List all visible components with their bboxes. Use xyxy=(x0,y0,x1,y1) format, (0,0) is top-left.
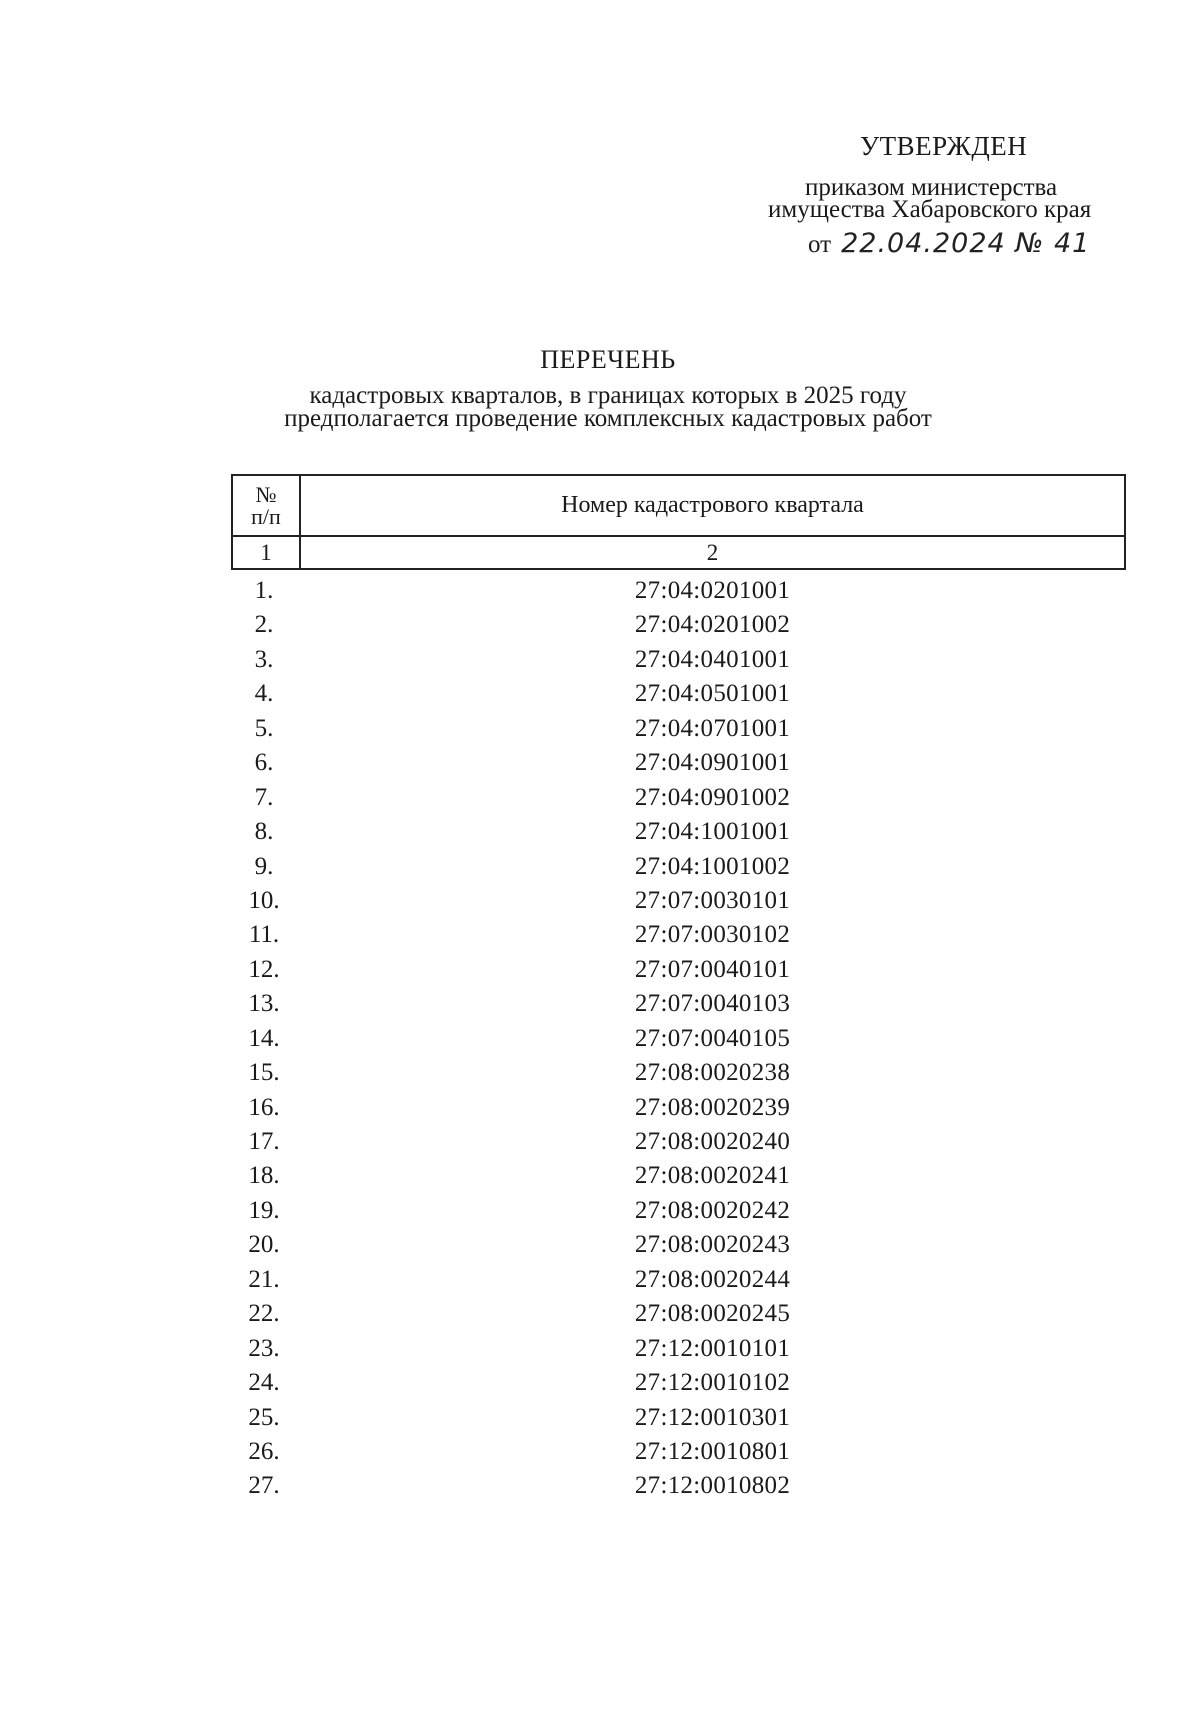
table-row xyxy=(231,1335,1126,1369)
row-number: 26. xyxy=(248,1437,280,1465)
row-cadastral-quarter: 27:07:0040101 xyxy=(634,955,791,983)
approval-title: УТВЕРЖДЕН xyxy=(860,131,1028,161)
row-number: 12. xyxy=(248,955,280,983)
table-header xyxy=(231,474,1126,537)
row-number: 4. xyxy=(254,680,274,708)
row-cadastral-quarter: 27:04:0401001 xyxy=(634,645,791,673)
table-row xyxy=(231,1231,1126,1265)
row-cadastral-quarter: 27:08:0020243 xyxy=(634,1231,791,1259)
row-cadastral-quarter: 27:04:0201002 xyxy=(634,611,791,639)
row-cadastral-quarter: 27:08:0020242 xyxy=(634,1196,791,1224)
row-number: 16. xyxy=(248,1093,280,1121)
row-cadastral-quarter: 27:04:0501001 xyxy=(634,680,791,708)
row-cadastral-quarter: 27:07:0040105 xyxy=(634,1024,791,1052)
table-row xyxy=(231,1438,1126,1472)
row-cadastral-quarter: 27:08:0020241 xyxy=(634,1162,791,1190)
row-cadastral-quarter: 27:12:0010101 xyxy=(634,1334,791,1362)
row-number: 21. xyxy=(248,1265,280,1293)
row-cadastral-quarter: 27:04:0701001 xyxy=(634,714,791,742)
row-cadastral-quarter: 27:12:0010801 xyxy=(634,1437,791,1465)
table-row xyxy=(231,818,1126,852)
table-row xyxy=(231,577,1126,611)
table-row xyxy=(231,1162,1126,1196)
row-number: 23. xyxy=(248,1334,280,1362)
table-column-numbers xyxy=(231,537,1126,570)
row-number: 17. xyxy=(248,1128,280,1155)
row-cadastral-quarter: 27:07:0040103 xyxy=(634,990,791,1018)
row-cadastral-quarter: 27:04:1001001 xyxy=(634,818,791,846)
row-number: 5. xyxy=(254,714,274,742)
row-cadastral-quarter: 27:12:0010301 xyxy=(634,1403,791,1431)
approval-line-2: имущества Хабаровского края xyxy=(768,196,1092,223)
document-subtitle-line-1: кадастровых кварталов, в границах которых в 2025 году xyxy=(309,382,907,409)
table-row xyxy=(231,1094,1126,1128)
row-number: 10. xyxy=(248,886,280,914)
row-number: 22. xyxy=(248,1300,280,1328)
document-subtitle-line-2: предполагается проведение комплексных кадастровых работ xyxy=(284,405,932,432)
header-number-cell xyxy=(233,476,301,535)
row-number: 25. xyxy=(248,1403,280,1431)
cadastral-table xyxy=(231,474,1126,1507)
row-number: 19. xyxy=(248,1196,280,1224)
table-body xyxy=(231,577,1126,1507)
table-row xyxy=(231,853,1126,887)
row-number: 1. xyxy=(254,577,274,604)
row-cadastral-quarter: 27:12:0010802 xyxy=(634,1472,791,1500)
table-row xyxy=(231,680,1126,714)
row-cadastral-quarter: 27:08:0020238 xyxy=(634,1059,791,1087)
row-number: 8. xyxy=(254,818,274,846)
row-number: 3. xyxy=(254,645,274,673)
table-row xyxy=(231,1404,1126,1438)
row-number: 2. xyxy=(254,611,274,639)
row-number: 24. xyxy=(248,1369,280,1397)
table-row xyxy=(231,990,1126,1024)
row-number: 7. xyxy=(254,783,274,811)
approval-line-1: приказом министерства xyxy=(805,174,1058,201)
row-cadastral-quarter: 27:04:0901002 xyxy=(634,783,791,811)
row-cadastral-quarter: 27:04:0201001 xyxy=(634,577,791,604)
table-row xyxy=(231,1300,1126,1334)
table-row xyxy=(231,1266,1126,1300)
approval-date-prefix: от xyxy=(808,231,832,258)
table-row xyxy=(231,956,1126,990)
table-row xyxy=(231,646,1126,680)
table-row xyxy=(231,1369,1126,1403)
row-cadastral-quarter: 27:08:0020239 xyxy=(634,1093,791,1121)
row-number: 6. xyxy=(254,749,274,777)
header-number-sign: № xyxy=(255,481,277,507)
row-number: 9. xyxy=(254,852,274,880)
approval-date-line xyxy=(808,228,1090,259)
table-row xyxy=(231,1197,1126,1231)
approval-handwritten-date: 22.04.2024 № 41 xyxy=(841,228,1091,259)
row-cadastral-quarter: 27:04:1001002 xyxy=(634,852,791,880)
row-cadastral-quarter: 27:08:0020244 xyxy=(634,1265,791,1293)
row-cadastral-quarter: 27:08:0020245 xyxy=(634,1300,791,1328)
row-cadastral-quarter: 27:07:0030102 xyxy=(634,921,791,949)
table-row xyxy=(231,1472,1126,1506)
row-number: 18. xyxy=(248,1162,280,1190)
table-row xyxy=(231,887,1126,921)
table-row xyxy=(231,1128,1126,1162)
document-title: ПЕРЕЧЕНЬ xyxy=(540,345,676,374)
table-row xyxy=(231,784,1126,818)
column-number-2: 2 xyxy=(706,539,719,565)
row-cadastral-quarter: 27:12:0010102 xyxy=(634,1369,791,1397)
row-number: 27. xyxy=(248,1472,280,1500)
row-number: 11. xyxy=(248,921,280,949)
row-number: 14. xyxy=(248,1024,280,1052)
row-cadastral-quarter: 27:07:0030101 xyxy=(634,886,791,914)
row-cadastral-quarter: 27:04:0901001 xyxy=(634,749,791,777)
table-row xyxy=(231,921,1126,955)
row-number: 20. xyxy=(248,1231,280,1259)
header-number-abbrev: п/п xyxy=(251,503,281,529)
row-number: 13. xyxy=(248,990,280,1018)
column-number-1: 1 xyxy=(233,537,301,568)
table-row xyxy=(231,749,1126,783)
table-row xyxy=(231,1025,1126,1059)
header-quarter-cell: Номер кадастрового квартала xyxy=(561,492,864,518)
table-row xyxy=(231,611,1126,645)
table-row xyxy=(231,1059,1126,1093)
row-cadastral-quarter: 27:08:0020240 xyxy=(634,1128,791,1155)
table-row xyxy=(231,715,1126,749)
row-number: 15. xyxy=(248,1059,280,1087)
